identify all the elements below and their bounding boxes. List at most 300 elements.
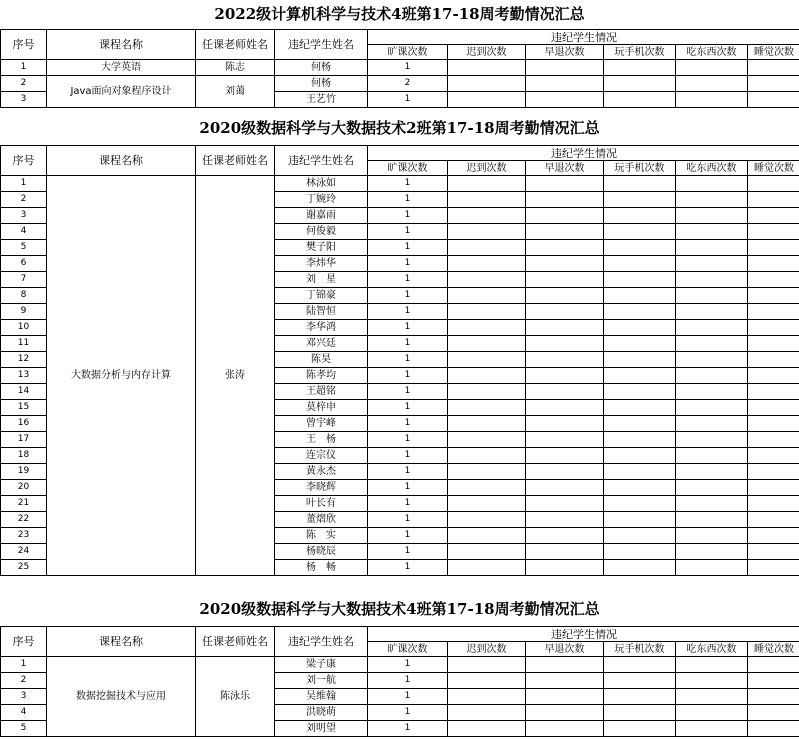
- seq-cell: 5: [1, 240, 47, 256]
- empty-cell: [604, 176, 676, 192]
- seq-cell: 10: [1, 320, 47, 336]
- empty-cell: [748, 92, 799, 108]
- empty-cell: [604, 384, 676, 400]
- student-cell: 李晓辉: [275, 480, 368, 496]
- empty-cell: [604, 60, 676, 76]
- empty-cell: [448, 705, 526, 721]
- seq-cell: 13: [1, 368, 47, 384]
- empty-cell: [748, 368, 799, 384]
- empty-cell: [526, 224, 604, 240]
- student-cell: 李华鸿: [275, 320, 368, 336]
- empty-cell: [748, 528, 799, 544]
- seq-cell: 12: [1, 352, 47, 368]
- empty-cell: [604, 272, 676, 288]
- empty-cell: [604, 657, 676, 673]
- empty-cell: [748, 544, 799, 560]
- empty-cell: [748, 496, 799, 512]
- empty-cell: [604, 76, 676, 92]
- empty-cell: [748, 256, 799, 272]
- absent-cell: 1: [368, 544, 448, 560]
- empty-cell: [748, 705, 799, 721]
- student-cell: 王艺竹: [275, 92, 368, 108]
- empty-cell: [604, 192, 676, 208]
- header-teacher: 任课老师姓名: [196, 30, 275, 60]
- empty-cell: [604, 400, 676, 416]
- student-cell: 李炜华: [275, 256, 368, 272]
- empty-cell: [604, 448, 676, 464]
- empty-cell: [748, 480, 799, 496]
- empty-cell: [526, 304, 604, 320]
- empty-cell: [526, 400, 604, 416]
- empty-cell: [676, 721, 748, 737]
- empty-cell: [604, 721, 676, 737]
- student-cell: 谢嘉雨: [275, 208, 368, 224]
- absent-cell: 1: [368, 352, 448, 368]
- attendance-table: [0, 29, 799, 108]
- empty-cell: [604, 544, 676, 560]
- empty-cell: [604, 240, 676, 256]
- empty-cell: [604, 288, 676, 304]
- header-teacher: 任课老师姓名: [196, 627, 275, 657]
- empty-cell: [448, 176, 526, 192]
- empty-cell: [748, 288, 799, 304]
- empty-cell: [676, 176, 748, 192]
- seq-cell: 1: [1, 60, 47, 76]
- empty-cell: [526, 208, 604, 224]
- student-cell: 陆智恒: [275, 304, 368, 320]
- student-cell: 陈 实: [275, 528, 368, 544]
- empty-cell: [526, 92, 604, 108]
- absent-cell: 1: [368, 512, 448, 528]
- student-cell: 吴维翰: [275, 689, 368, 705]
- student-cell: 洪晓萌: [275, 705, 368, 721]
- student-cell: 刘一航: [275, 673, 368, 689]
- header-eating: 吃东西次数: [676, 642, 748, 657]
- empty-cell: [604, 496, 676, 512]
- empty-cell: [748, 689, 799, 705]
- empty-cell: [604, 528, 676, 544]
- empty-cell: [448, 192, 526, 208]
- header-early-leave: 早退次数: [526, 45, 604, 60]
- empty-cell: [448, 240, 526, 256]
- empty-cell: [676, 272, 748, 288]
- header-violation: 违纪学生情况: [368, 30, 799, 45]
- empty-cell: [676, 368, 748, 384]
- seq-cell: 1: [1, 657, 47, 673]
- empty-cell: [526, 384, 604, 400]
- empty-cell: [676, 208, 748, 224]
- empty-cell: [448, 721, 526, 737]
- student-cell: 邓兴廷: [275, 336, 368, 352]
- empty-cell: [748, 560, 799, 576]
- header-seq: 序号: [1, 627, 47, 657]
- empty-cell: [526, 528, 604, 544]
- empty-cell: [448, 208, 526, 224]
- student-cell: 杨晓辰: [275, 544, 368, 560]
- absent-cell: 1: [368, 384, 448, 400]
- header-course: 课程名称: [47, 627, 196, 657]
- empty-cell: [448, 400, 526, 416]
- student-cell: 何杨: [275, 60, 368, 76]
- empty-cell: [448, 336, 526, 352]
- absent-cell: 1: [368, 336, 448, 352]
- header-phone: 玩手机次数: [604, 45, 676, 60]
- seq-cell: 3: [1, 92, 47, 108]
- empty-cell: [448, 528, 526, 544]
- empty-cell: [526, 352, 604, 368]
- empty-cell: [748, 512, 799, 528]
- empty-cell: [604, 560, 676, 576]
- empty-cell: [748, 464, 799, 480]
- header-course: 课程名称: [47, 30, 196, 60]
- empty-cell: [604, 320, 676, 336]
- student-cell: 丁婉玲: [275, 192, 368, 208]
- seq-cell: 1: [1, 176, 47, 192]
- absent-cell: 1: [368, 496, 448, 512]
- empty-cell: [748, 192, 799, 208]
- absent-cell: 2: [368, 76, 448, 92]
- header-teacher: 任课老师姓名: [196, 146, 275, 176]
- empty-cell: [448, 320, 526, 336]
- empty-cell: [676, 60, 748, 76]
- empty-cell: [448, 272, 526, 288]
- empty-cell: [526, 496, 604, 512]
- student-cell: 董熠欣: [275, 512, 368, 528]
- empty-cell: [676, 76, 748, 92]
- header-course: 课程名称: [47, 146, 196, 176]
- seq-cell: 21: [1, 496, 47, 512]
- absent-cell: 1: [368, 400, 448, 416]
- header-sleeping: 睡觉次数: [748, 161, 799, 176]
- sheet-title: 2020级数据科学与大数据技术4班第17-18周考勤情况汇总: [199, 600, 600, 618]
- empty-cell: [526, 368, 604, 384]
- empty-cell: [748, 448, 799, 464]
- sheet-title: 2020级数据科学与大数据技术2班第17-18周考勤情况汇总: [199, 119, 600, 137]
- student-cell: 刘 星: [275, 272, 368, 288]
- empty-cell: [526, 256, 604, 272]
- header-phone: 玩手机次数: [604, 642, 676, 657]
- seq-cell: 7: [1, 272, 47, 288]
- seq-cell: 3: [1, 208, 47, 224]
- absent-cell: 1: [368, 721, 448, 737]
- empty-cell: [448, 512, 526, 528]
- empty-cell: [526, 721, 604, 737]
- absent-cell: 1: [368, 192, 448, 208]
- absent-cell: 1: [368, 673, 448, 689]
- absent-cell: 1: [368, 657, 448, 673]
- empty-cell: [748, 721, 799, 737]
- table-row: [1, 60, 799, 76]
- absent-cell: 1: [368, 176, 448, 192]
- empty-cell: [604, 208, 676, 224]
- header-student: 违纪学生姓名: [275, 627, 368, 657]
- empty-cell: [676, 288, 748, 304]
- empty-cell: [604, 705, 676, 721]
- absent-cell: 1: [368, 208, 448, 224]
- empty-cell: [676, 240, 748, 256]
- empty-cell: [748, 208, 799, 224]
- empty-cell: [604, 673, 676, 689]
- empty-cell: [676, 352, 748, 368]
- empty-cell: [526, 657, 604, 673]
- empty-cell: [526, 689, 604, 705]
- empty-cell: [526, 544, 604, 560]
- empty-cell: [676, 480, 748, 496]
- empty-cell: [748, 657, 799, 673]
- absent-cell: 1: [368, 689, 448, 705]
- empty-cell: [604, 336, 676, 352]
- table-body: [1, 657, 799, 737]
- absent-cell: 1: [368, 256, 448, 272]
- student-cell: 曾宇峰: [275, 416, 368, 432]
- student-cell: 叶长有: [275, 496, 368, 512]
- empty-cell: [676, 92, 748, 108]
- absent-cell: 1: [368, 416, 448, 432]
- empty-cell: [448, 689, 526, 705]
- student-cell: 林泳如: [275, 176, 368, 192]
- absent-cell: 1: [368, 432, 448, 448]
- empty-cell: [748, 352, 799, 368]
- absent-cell: 1: [368, 320, 448, 336]
- table-row: [1, 176, 799, 192]
- table-body: [1, 176, 799, 576]
- absent-cell: 1: [368, 368, 448, 384]
- seq-cell: 16: [1, 416, 47, 432]
- header-early-leave: 早退次数: [526, 161, 604, 176]
- empty-cell: [526, 288, 604, 304]
- header-absent: 旷课次数: [368, 161, 448, 176]
- empty-cell: [604, 480, 676, 496]
- absent-cell: 1: [368, 560, 448, 576]
- empty-cell: [748, 416, 799, 432]
- seq-cell: 3: [1, 689, 47, 705]
- seq-cell: 24: [1, 544, 47, 560]
- header-late: 迟到次数: [448, 642, 526, 657]
- seq-cell: 9: [1, 304, 47, 320]
- empty-cell: [748, 304, 799, 320]
- seq-cell: 2: [1, 673, 47, 689]
- empty-cell: [676, 528, 748, 544]
- empty-cell: [448, 560, 526, 576]
- absent-cell: 1: [368, 304, 448, 320]
- seq-cell: 2: [1, 192, 47, 208]
- empty-cell: [748, 224, 799, 240]
- attendance-table: [0, 626, 799, 737]
- empty-cell: [526, 336, 604, 352]
- empty-cell: [526, 464, 604, 480]
- empty-cell: [604, 92, 676, 108]
- absent-cell: 1: [368, 528, 448, 544]
- teacher-cell: 刘蔼: [196, 76, 275, 108]
- absent-cell: 1: [368, 464, 448, 480]
- header-sleeping: 睡觉次数: [748, 45, 799, 60]
- student-cell: 刘明望: [275, 721, 368, 737]
- teacher-cell: 陈志: [196, 60, 275, 76]
- student-cell: 陈昊: [275, 352, 368, 368]
- empty-cell: [676, 560, 748, 576]
- empty-cell: [748, 320, 799, 336]
- empty-cell: [676, 336, 748, 352]
- empty-cell: [448, 416, 526, 432]
- empty-cell: [448, 304, 526, 320]
- empty-cell: [676, 384, 748, 400]
- empty-cell: [448, 256, 526, 272]
- empty-cell: [526, 512, 604, 528]
- empty-cell: [748, 272, 799, 288]
- empty-cell: [676, 320, 748, 336]
- absent-cell: 1: [368, 60, 448, 76]
- absent-cell: 1: [368, 272, 448, 288]
- seq-cell: 6: [1, 256, 47, 272]
- header-seq: 序号: [1, 146, 47, 176]
- course-cell: 大数据分析与内存计算: [47, 176, 196, 576]
- empty-cell: [748, 176, 799, 192]
- empty-cell: [748, 60, 799, 76]
- header-eating: 吃东西次数: [676, 45, 748, 60]
- empty-cell: [748, 673, 799, 689]
- empty-cell: [604, 464, 676, 480]
- student-cell: 梁子康: [275, 657, 368, 673]
- empty-cell: [448, 76, 526, 92]
- empty-cell: [448, 544, 526, 560]
- student-cell: 王 杨: [275, 432, 368, 448]
- empty-cell: [676, 256, 748, 272]
- empty-cell: [448, 224, 526, 240]
- empty-cell: [448, 496, 526, 512]
- header-eating: 吃东西次数: [676, 161, 748, 176]
- student-cell: 陈孝均: [275, 368, 368, 384]
- empty-cell: [748, 432, 799, 448]
- empty-cell: [448, 368, 526, 384]
- table-row: [1, 657, 799, 673]
- absent-cell: 1: [368, 224, 448, 240]
- header-late: 迟到次数: [448, 45, 526, 60]
- absent-cell: 1: [368, 480, 448, 496]
- course-cell: Java面向对象程序设计: [47, 76, 196, 108]
- seq-cell: 8: [1, 288, 47, 304]
- empty-cell: [604, 416, 676, 432]
- student-cell: 杨 畅: [275, 560, 368, 576]
- empty-cell: [676, 705, 748, 721]
- empty-cell: [676, 496, 748, 512]
- empty-cell: [676, 689, 748, 705]
- empty-cell: [526, 320, 604, 336]
- empty-cell: [526, 432, 604, 448]
- empty-cell: [448, 92, 526, 108]
- empty-cell: [526, 176, 604, 192]
- student-cell: 何俊毅: [275, 224, 368, 240]
- empty-cell: [604, 224, 676, 240]
- absent-cell: 1: [368, 92, 448, 108]
- student-cell: 王超铭: [275, 384, 368, 400]
- empty-cell: [448, 464, 526, 480]
- course-cell: 大学英语: [47, 60, 196, 76]
- header-seq: 序号: [1, 30, 47, 60]
- empty-cell: [604, 256, 676, 272]
- teacher-cell: 陈泳乐: [196, 657, 275, 737]
- seq-cell: 25: [1, 560, 47, 576]
- student-cell: 何杨: [275, 76, 368, 92]
- empty-cell: [604, 352, 676, 368]
- empty-cell: [748, 400, 799, 416]
- seq-cell: 20: [1, 480, 47, 496]
- empty-cell: [676, 464, 748, 480]
- empty-cell: [526, 560, 604, 576]
- empty-cell: [676, 673, 748, 689]
- absent-cell: 1: [368, 705, 448, 721]
- empty-cell: [448, 673, 526, 689]
- empty-cell: [676, 544, 748, 560]
- empty-cell: [676, 416, 748, 432]
- seq-cell: 4: [1, 224, 47, 240]
- seq-cell: 5: [1, 721, 47, 737]
- empty-cell: [448, 657, 526, 673]
- teacher-cell: 张涛: [196, 176, 275, 576]
- header-violation: 违纪学生情况: [368, 627, 799, 642]
- header-late: 迟到次数: [448, 161, 526, 176]
- empty-cell: [526, 448, 604, 464]
- empty-cell: [676, 400, 748, 416]
- seq-cell: 2: [1, 76, 47, 92]
- seq-cell: 17: [1, 432, 47, 448]
- seq-cell: 11: [1, 336, 47, 352]
- seq-cell: 4: [1, 705, 47, 721]
- header-early-leave: 早退次数: [526, 642, 604, 657]
- header-student: 违纪学生姓名: [275, 146, 368, 176]
- seq-cell: 22: [1, 512, 47, 528]
- empty-cell: [676, 304, 748, 320]
- empty-cell: [448, 352, 526, 368]
- header-absent: 旷课次数: [368, 45, 448, 60]
- student-cell: 连宗仪: [275, 448, 368, 464]
- empty-cell: [604, 512, 676, 528]
- empty-cell: [604, 368, 676, 384]
- empty-cell: [676, 657, 748, 673]
- student-cell: 黄永杰: [275, 464, 368, 480]
- empty-cell: [676, 192, 748, 208]
- empty-cell: [748, 336, 799, 352]
- empty-cell: [448, 384, 526, 400]
- seq-cell: 23: [1, 528, 47, 544]
- empty-cell: [526, 416, 604, 432]
- table-row: [1, 76, 799, 92]
- absent-cell: 1: [368, 240, 448, 256]
- header-student: 违纪学生姓名: [275, 30, 368, 60]
- seq-cell: 18: [1, 448, 47, 464]
- empty-cell: [676, 224, 748, 240]
- empty-cell: [748, 240, 799, 256]
- student-cell: 莫梓申: [275, 400, 368, 416]
- empty-cell: [448, 60, 526, 76]
- attendance-table: [0, 145, 799, 576]
- header-sleeping: 睡觉次数: [748, 642, 799, 657]
- empty-cell: [526, 480, 604, 496]
- seq-cell: 19: [1, 464, 47, 480]
- header-absent: 旷课次数: [368, 642, 448, 657]
- empty-cell: [526, 705, 604, 721]
- empty-cell: [748, 384, 799, 400]
- empty-cell: [448, 288, 526, 304]
- empty-cell: [604, 304, 676, 320]
- seq-cell: 14: [1, 384, 47, 400]
- empty-cell: [448, 432, 526, 448]
- empty-cell: [526, 192, 604, 208]
- empty-cell: [448, 480, 526, 496]
- empty-cell: [604, 689, 676, 705]
- empty-cell: [526, 673, 604, 689]
- header-phone: 玩手机次数: [604, 161, 676, 176]
- empty-cell: [526, 272, 604, 288]
